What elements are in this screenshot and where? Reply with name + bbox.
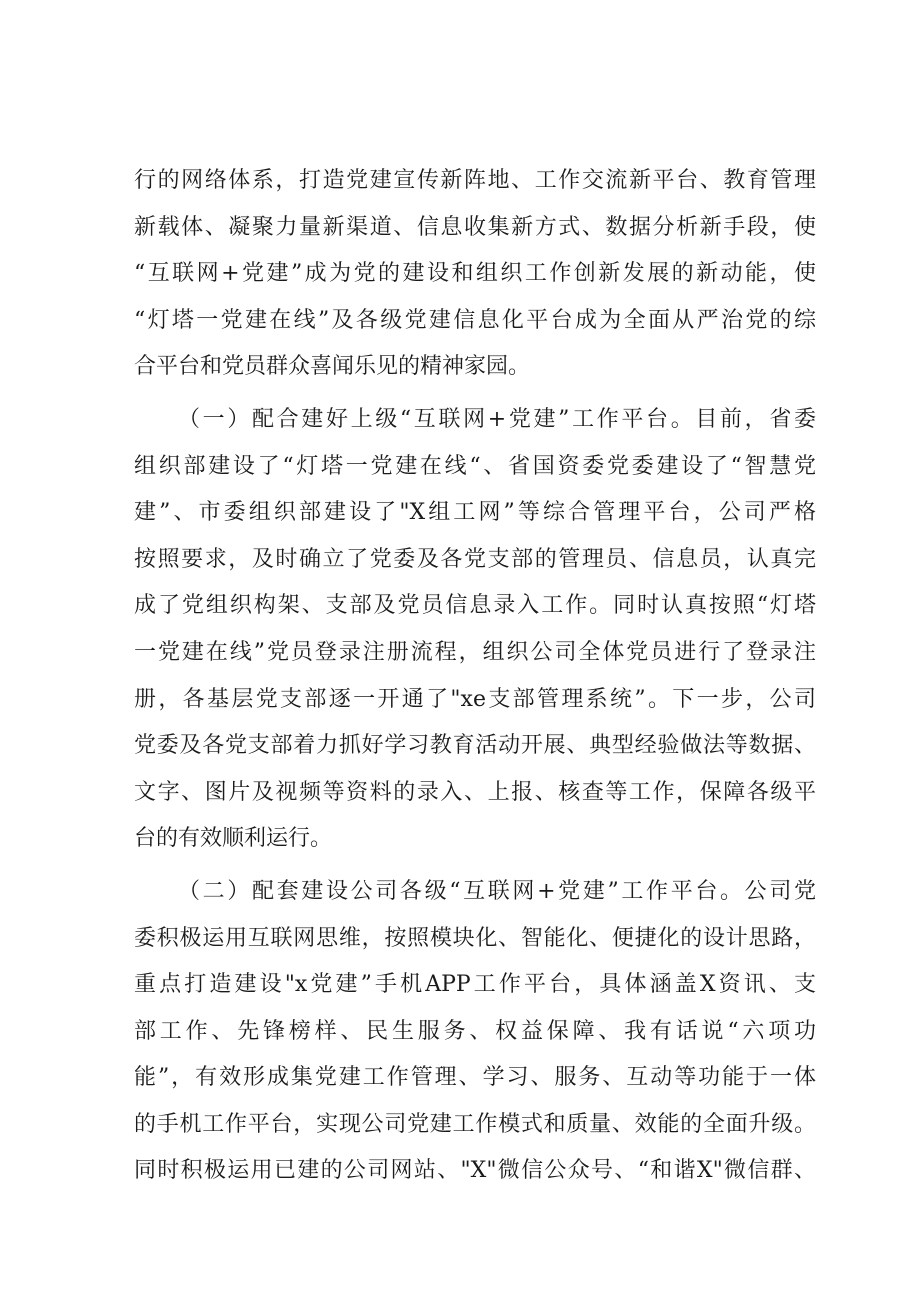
paragraph-2 (134, 397, 816, 863)
text-line: 合平台和党员群众喜闻乐见的精神家园。 (134, 354, 531, 380)
paragraph-3 (134, 869, 816, 1195)
text-line: 能”，有效形成集党建工作管理、学习、服务、互动等功能于一体 (134, 1065, 816, 1091)
text-line: 委积极运用互联网思维，按照模块化、智能化、便捷化的设计思路， (134, 925, 816, 951)
paragraph-1 (134, 158, 816, 391)
document-body (134, 158, 816, 1201)
text-line: 建”、市委组织部建设了"X组工网”等综合管理平台，公司严格 (134, 500, 816, 526)
text-line: 台的有效顺利运行。 (134, 826, 333, 852)
text-line: 党委及各党支部着力抓好学习教育活动开展、典型经验做法等数据、 (134, 733, 816, 759)
text-line: 行的网络体系，打造党建宣传新阵地、工作交流新平台、教育管理 (134, 168, 816, 193)
text-line: （二）配套建设公司各级“互联网+党建”工作平台。公司党 (178, 878, 816, 904)
text-line: 一党建在线”党员登录注册流程，组织公司全体党员进行了登录注 (134, 639, 816, 665)
text-line: 的手机工作平台，实现公司党建工作模式和质量、效能的全面升级。 (134, 1111, 816, 1137)
text-line: “互联网+党建”成为党的建设和组织工作创新发展的新动能，使 (134, 261, 816, 287)
text-line: 按照要求，及时确立了党委及各党支部的管理员、信息员，认真完 (134, 546, 816, 572)
text-line: 同时积极运用已建的公司网站、"X"微信公众号、“和谐X"微信群、 (134, 1158, 816, 1184)
text-line: 部工作、先锋榜样、民生服务、权益保障、我有话说“六项功 (134, 1018, 816, 1044)
text-line: 册，各基层党支部逐一开通了"xe支部管理系统”。下一步，公司 (134, 686, 816, 712)
text-line: 成了党组织构架、支部及党员信息录入工作。同时认真按照“灯塔 (134, 593, 816, 619)
text-line: 新载体、凝聚力量新渠道、信息收集新方式、数据分析新手段，使 (134, 214, 816, 240)
text-line: 组织部建设了“灯塔一党建在线“、省国资委党委建设了“智慧党 (134, 453, 816, 479)
text-line: 文字、图片及视频等资料的录入、上报、核查等工作，保障各级平 (134, 779, 816, 805)
text-line: 重点打造建设"x党建”手机APP工作平台，具体涵盖X资讯、支 (134, 972, 816, 998)
text-line: “灯塔一党建在线”及各级党建信息化平台成为全面从严治党的综 (134, 307, 816, 333)
text-line: （一）配合建好上级“互联网+党建”工作平台。目前，省委 (178, 406, 816, 432)
